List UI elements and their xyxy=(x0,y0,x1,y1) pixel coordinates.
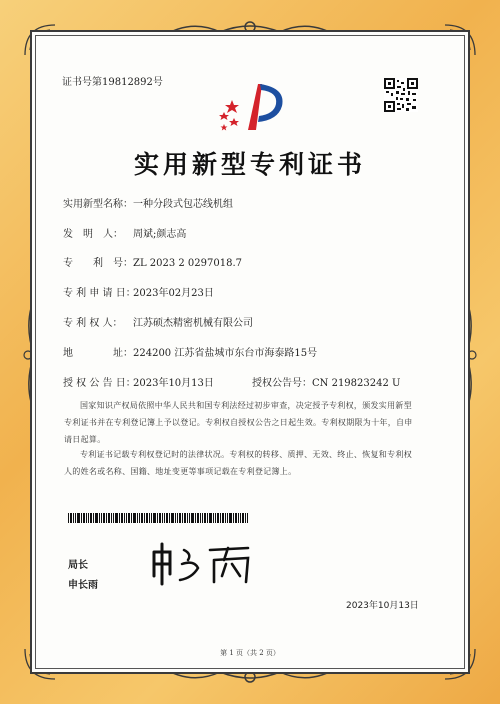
field-value: CN 219823242 U xyxy=(312,378,401,389)
field-filing-date xyxy=(63,284,214,299)
field-value: 2023年02月23日 xyxy=(133,288,214,299)
page-number: 第 1 页（共 2 页） xyxy=(220,649,280,657)
field-address xyxy=(63,344,317,359)
qr-code-icon xyxy=(384,78,418,112)
handwritten-signature xyxy=(148,540,258,586)
director-name: 申长雨 xyxy=(68,580,98,591)
paragraph-line: 请日起算。 xyxy=(64,435,106,444)
field-value: 224200 江苏省盐城市东台市海泰路15号 xyxy=(133,348,318,359)
field-label: 授 权 公 告 日： xyxy=(63,378,136,389)
field-patentee xyxy=(63,314,253,329)
paragraph-line: 国家知识产权局依照中华人民共和国专利法经过初步审查，决定授予专利权，颁发实用新型 xyxy=(80,401,412,410)
field-grant-date xyxy=(63,374,214,389)
field-label: 地 址： xyxy=(63,348,133,359)
field-label: 授权公告号： xyxy=(252,378,312,389)
barcode-icon xyxy=(68,513,248,523)
paragraph-line: 人的姓名或名称、国籍、地址变更等事项记载在专利登记簿上。 xyxy=(64,467,297,476)
field-value: 2023年10月13日 xyxy=(133,378,214,389)
field-label: 发 明 人： xyxy=(63,229,123,240)
field-value: 周斌;颜志高 xyxy=(133,229,187,240)
certificate-number: 证书号第19812892号 xyxy=(62,77,163,88)
field-label: 专 利 申 请 日： xyxy=(63,288,136,299)
legal-status-paragraph xyxy=(64,446,434,480)
field-value: 一种分段式包芯线机组 xyxy=(133,199,233,210)
field-label: 专 利 权 人： xyxy=(63,318,123,329)
paragraph-line: 专利证书并在专利登记簿上予以登记。专利权自授权公告之日起生效。专利权期限为十年，自申 xyxy=(64,418,413,427)
field-inventor xyxy=(63,225,186,240)
field-grant-number xyxy=(252,374,400,389)
field-utility-model-name xyxy=(63,195,233,210)
paragraph-line: 专利证书记载专利权登记时的法律状况。专利权的转移、质押、无效、终止、恢复和专利权 xyxy=(80,450,412,459)
director-title: 局长 xyxy=(68,560,88,571)
grant-statement-paragraph xyxy=(64,397,434,448)
field-patent-number xyxy=(63,254,242,269)
cnipa-logo-icon xyxy=(218,78,290,136)
field-label: 专 利 号： xyxy=(63,258,133,269)
certificate-title: 实用新型专利证书 xyxy=(133,150,366,179)
signature-date: 2023年10月13日 xyxy=(346,601,419,611)
field-value: 江苏硕杰精密机械有限公司 xyxy=(133,318,253,329)
field-value: ZL 2023 2 0297018.7 xyxy=(133,258,243,269)
field-label: 实用新型名称： xyxy=(63,199,133,210)
